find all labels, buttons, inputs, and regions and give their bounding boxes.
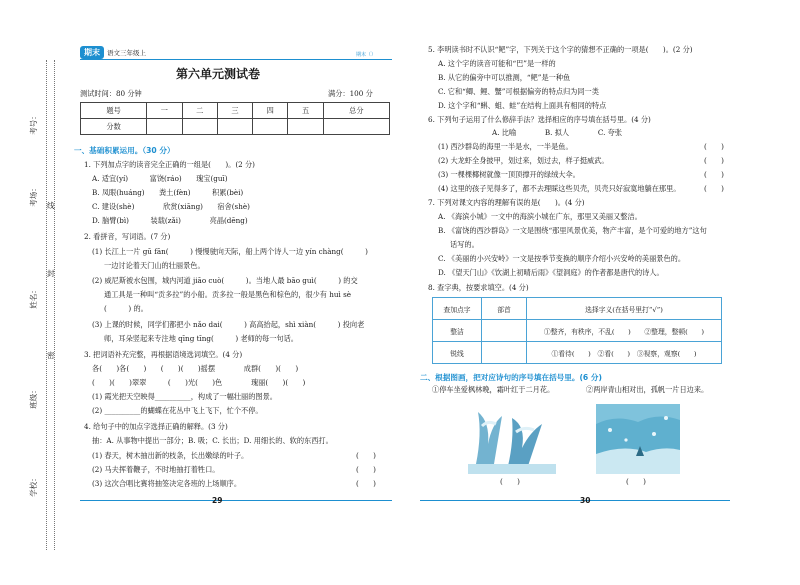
page-number-right: 30 [580,496,591,505]
picture-1-bracket[interactable]: ( ) [500,477,520,486]
q3-stem: 3. 把词语补充完整，再根据语境选词填空。(4 分) [84,350,243,359]
q2-line: ( ) 的。 [104,304,148,313]
q7-option-b-cont: 话写的。 [450,240,479,249]
score-input-cell[interactable] [182,119,217,135]
q3-row-1: 各( )各( ) ( )( )摇摆 成群( )( ) [92,364,299,373]
page-footer-line-right [420,500,730,501]
dict-meaning: ①看待( ) ②看( ) ③视察，观察( ) [527,342,722,364]
brand-subtitle: 语文三年级上 [107,48,146,57]
q5-option-b: B. 从它的偏旁中可以推测，“鲃”是一种鱼 [438,73,571,82]
score-input-cell[interactable] [217,119,252,135]
q6-choices: A. 比喻 B. 拟人 C. 夸张 [492,128,623,137]
score-input-cell[interactable] [323,119,389,135]
q2-line: 师，耳朵竖起来专注地 qīng tīng( ) 老师的每一句话。 [104,334,298,343]
poem-2: ②两岸青山相对出，孤帆一片日边来。 [586,385,709,394]
dict-header-row [433,298,722,320]
page-number-left: 29 [212,496,223,505]
q4-bracket-3[interactable]: ( ) [356,479,376,488]
dict-row [433,320,722,342]
score-input-cell[interactable] [147,119,182,135]
q7-option-c: C. 《美丽的小兴安岭》一文是按季节变换的顺序介绍小兴安岭的美丽景色的。 [438,254,686,263]
q2-line: (3) 上课的时候，同学们都把小 nǎo dai( ) 高高抬起，shì xiàn( ) 投向老 [92,320,365,329]
poem-1: ①停车坐爱枫林晚，霜叶红于二月花。 [432,385,555,394]
q5-option-d: D. 这个字和“蝌、蛆、蛙”在结构上面具有相同的特点 [438,101,607,110]
dictionary-table [432,297,722,364]
dict-meaning: ①整齐，有秩序，不乱( ) ②整理，整顿( ) [527,320,722,342]
q5-option-c: C. 它和“鲫、鲤、蟹”可根据偏旁的特点归为同一类 [438,87,599,96]
dict-header-meaning: 选择字义(在括号里打“√”) [527,298,722,320]
q1-option-b: B. 凤眼(huáng) 粪土(fèn) 积累(bèi) [92,188,244,197]
q6-item-4: (4) 这里的孩子见得多了，都不去理睬这些贝壳，贝壳只好寂寞地躺在那里。 [438,184,681,193]
binding-line-left [46,60,47,550]
q1-option-a: A. 适宜(yí) 富饶(ráo) 瑰宝(guī) [92,174,228,183]
q2-stem: 2. 看拼音，写词语。(7 分) [84,232,171,241]
full-score: 满分：100 分 [328,89,373,98]
q5-option-a: A. 这个字的读音可能和“巴”是一样的 [438,59,556,68]
side-label-exam-number: 考号： [28,112,38,135]
header-divider-left [80,59,392,60]
section-2-title: 二、根据图画，把对应诗句的序号填在括号里。(6 分) [420,373,602,382]
q4-bracket-2[interactable]: ( ) [356,465,376,474]
q1-stem: 1. 下列加点字的读音完全正确的一组是( )。(2 分) [84,160,255,169]
side-label-class: 班级： [28,386,38,409]
binding-line-right [54,60,55,550]
score-input-cell[interactable] [253,119,288,135]
dict-header-radical: 部首 [482,298,527,320]
score-header-cell: 四 [253,103,288,119]
q1-option-c: C. 建设(shè) 欣赏(xiāng) 宿舍(shè) [92,202,250,211]
q4-item-2: (2) 马夫挥着鞭子，不时地抽打着牲口。 [92,465,220,474]
q7-option-b: B. 《富饶的西沙群岛》一文是围绕“那里风景优美，物产丰富，是个可爱的地方”这句 [438,226,707,235]
q6-bracket-1[interactable]: ( ) [704,142,724,151]
score-input-cell[interactable] [288,119,323,135]
score-header-cell: 五 [288,103,323,119]
q7-stem: 7. 下列对课文内容的理解有误的是( )。(4 分) [428,198,585,207]
illustration-snow-landscape [596,404,680,474]
score-row-label: 分数 [81,119,147,135]
q6-bracket-3[interactable]: ( ) [704,170,724,179]
cut-mark-seal: 封 [47,269,55,278]
side-label-exam-room: 考场： [28,184,38,207]
page-footer-line-left [80,500,392,501]
cut-mark-line: 线 [47,201,55,210]
score-header-cell: 一 [147,103,182,119]
q4-stem: 4. 给句子中的加点字选择正确的解释。(3 分) [84,422,228,431]
dict-header-word: 查加点字 [433,298,482,320]
q6-item-1: (1) 西沙群岛的海里一半是水，一半是鱼。 [438,142,573,151]
q8-stem: 8. 查字典，按要求填空。(4 分) [428,283,529,292]
q2-line: 通工具是一种叫“贡多拉”的小船。贡多拉一般是黑色和棕色的，很少有 huì sè [104,290,352,299]
score-header-cell: 二 [182,103,217,119]
score-header-cell: 总分 [323,103,389,119]
q6-bracket-4[interactable]: ( ) [704,184,724,193]
q3-fill-2: (2) __________的蝴蝶在花丛中飞上飞下，忙个不停。 [92,406,263,415]
brand-logo [80,46,146,58]
score-table-score-row [81,119,390,135]
dict-row [433,342,722,364]
q2-line: (2) 威尼斯被水包围，城内河道 jiāo cuò( )。当地人最 bāo guì( ) 的交 [92,276,358,285]
score-table [80,102,390,135]
cut-mark-secret: 密 [47,351,55,360]
header-right-mark: 期末（） [356,52,377,58]
side-label-school: 学校： [28,474,38,497]
score-header-cell: 题号 [81,103,147,119]
q2-line: 一边讨论着天门山的壮丽景色。 [104,261,205,270]
picture-2-bracket[interactable]: ( ) [626,477,646,486]
q6-bracket-2[interactable]: ( ) [704,156,724,165]
brand-badge: 期末 [80,46,104,59]
illustration-snowy-trees [468,404,556,474]
score-header-cell: 三 [217,103,252,119]
q3-row-2: ( )( )翠翠 ( )光( )色 瑰丽( )( ) [92,378,306,387]
q4-item-1: (1) 春天，树木抽出新的枝条，长出嫩绿的叶子。 [92,451,249,460]
q7-option-a: A. 《海滨小城》一文中的海滨小城在广东，那里又美丽又整洁。 [438,212,642,221]
q2-line: (1) 长江上一片 gū fān( ) 慢慢驶向天际，船上两个诗人一边 yín chàng( ) [92,247,368,256]
q6-stem: 6. 下列句子运用了什么修辞手法？选择相应的序号填在括号里。(4 分) [428,115,651,124]
dict-radical-input[interactable] [482,320,527,342]
q7-option-d: D. 《望天门山》《饮湖上初晴后雨》《望洞庭》的作者都是唐代的诗人。 [438,268,664,277]
q5-stem: 5. 李明读书时不认识“鲃”字，下列关于这个字的猜想不正确的一项是( )。(2 分) [428,45,693,54]
dict-radical-input[interactable] [482,342,527,364]
q6-item-3: (3) 一棵棵椰树就像一顶顶撑开的绿绒大伞。 [438,170,580,179]
q3-fill-1: (1) 霞光把天空映得__________，构成了一幅壮丽的图景。 [92,392,277,401]
section-1-title: 一、基础积累运用。（30 分） [74,146,175,155]
q6-item-2: (2) 大龙虾全身披甲，划过来，划过去，样子挺威武。 [438,156,609,165]
q4-definitions: 抽：A. 从事物中提出一部分；B. 吸；C. 长出；D. 用细长的、软的东西打。 [92,436,333,445]
score-table-header-row [81,103,390,119]
q4-item-3: (3) 这次合唱比赛将抽签决定各班的上场顺序。 [92,479,242,488]
q4-bracket-1[interactable]: ( ) [356,451,376,460]
side-label-name: 姓名： [28,286,38,309]
exam-time: 测试时间：80 分钟 [80,89,142,98]
dict-word: 锐线 [433,342,482,364]
page-title: 第六单元测试卷 [176,67,261,81]
q1-option-d: D. 脑臂(bì) 装载(zǎi) 亮晶(dēng) [92,216,248,225]
dict-word: 整洁 [433,320,482,342]
